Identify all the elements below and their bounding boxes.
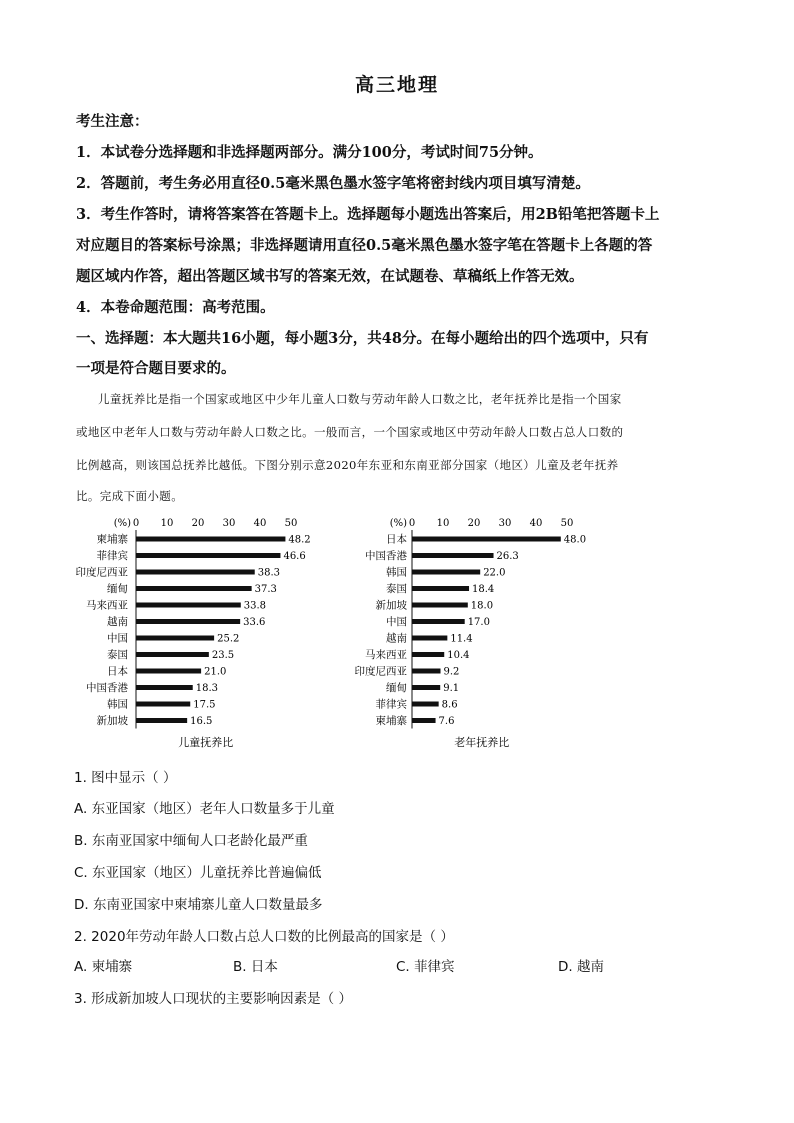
elderly-bar (412, 619, 465, 624)
child-data-label: 48.2 (288, 534, 311, 546)
child-category-label: 菲律宾 (96, 550, 128, 562)
question-1-option-b[interactable]: B. 东南亚国家中缅甸人口老龄化最严重 (74, 833, 308, 849)
child-bar (136, 652, 209, 657)
child-category-label: 印度尼西亚 (75, 566, 128, 579)
question-3-stem: 3. 形成新加坡人口现状的主要影响因素是（ ） (74, 991, 352, 1007)
elderly-bar (412, 537, 561, 542)
elderly-category-label: 韩国 (386, 566, 407, 579)
elderly-data-label: 7.6 (438, 716, 455, 727)
child-bar (136, 619, 240, 624)
page-title: 高三地理 (354, 74, 439, 96)
elderly-category-label: 新加坡 (375, 599, 407, 612)
question-2-stem: 2. 2020年劳动年龄人口数占总人口数的比例最高的国家是（ ） (74, 929, 454, 945)
child-xlabel: 儿童抚养比 (178, 736, 234, 749)
child-bar (136, 718, 187, 723)
child-bar (136, 669, 201, 674)
elderly-tick-label: 10 (436, 518, 450, 529)
child-bar (136, 603, 241, 608)
child-category-label: 越南 (107, 616, 128, 628)
elderly-data-label: 10.4 (447, 650, 470, 661)
section-heading-line-2: 一项是符合题目要求的。 (76, 360, 236, 377)
notice-item-4: 4．本卷命题范围：高考范围。 (76, 299, 275, 316)
elderly-tick-label: 50 (560, 518, 574, 529)
child-bar (136, 553, 280, 558)
child-category-label: 韩国 (107, 698, 128, 711)
question-1-option-d[interactable]: D. 东南亚国家中柬埔寨儿童人口数量最多 (74, 897, 323, 913)
elderly-data-label: 9.1 (443, 683, 460, 694)
question-2-option-c[interactable]: C. 菲律宾 (396, 959, 455, 975)
child-data-label: 23.5 (211, 650, 235, 661)
passage-line-4: 比。完成下面小题。 (76, 489, 184, 503)
elderly-data-label: 17.0 (467, 617, 490, 628)
question-1-stem: 1. 图中显示（ ） (74, 770, 177, 786)
notice-item-3: 3．考生作答时，请将答案答在答题卡上。选择题每小题选出答案后，用2B铅笔把答题卡上 (76, 206, 660, 223)
elderly-tick-label: 30 (498, 518, 512, 529)
child-dependency-chart (60, 510, 330, 752)
child-data-label: 25.2 (217, 633, 240, 645)
child-tick-label: 40 (253, 518, 267, 529)
child-tick-label: 10 (160, 518, 174, 529)
elderly-data-label: 18.4 (472, 584, 495, 595)
child-data-label: 38.3 (257, 567, 280, 579)
child-category-label: 新加坡 (96, 715, 128, 727)
question-2-option-a[interactable]: A. 柬埔寨 (74, 959, 133, 975)
passage-line-1: 儿童抚养比是指一个国家或地区中少年儿童人口数与劳动年龄人口数之比，老年抚养比是指一个国家 (98, 392, 622, 406)
child-data-label: 33.8 (243, 600, 267, 612)
child-category-label: 缅甸 (107, 583, 128, 595)
elderly-data-label: 26.3 (496, 551, 519, 562)
elderly-category-label: 菲律宾 (375, 698, 407, 711)
child-tick-label: 0 (132, 518, 140, 529)
child-data-label: 46.6 (283, 551, 306, 562)
elderly-bar (412, 603, 468, 608)
child-category-label: 马来西亚 (86, 599, 128, 612)
elderly-bar (412, 669, 441, 674)
elderly-xlabel: 老年抚养比 (454, 736, 510, 749)
elderly-bar (412, 718, 436, 723)
elderly-bar (412, 685, 440, 690)
child-category-label: 柬埔寨 (96, 533, 128, 546)
question-1-option-a[interactable]: A. 东亚国家（地区）老年人口数量多于儿童 (74, 801, 335, 817)
elderly-category-label: 马来西亚 (365, 649, 407, 661)
child-category-label: 中国 (107, 632, 128, 645)
elderly-category-label: 柬埔寨 (375, 715, 407, 727)
passage-line-2: 或地区中老年人口数与劳动年龄人口数之比。一般而言，一个国家或地区中劳动年龄人口数占总人口数的 (76, 425, 624, 439)
elderly-dependency-chart (345, 510, 605, 752)
elderly-category-label: 泰国 (386, 583, 407, 595)
child-data-label: 16.5 (190, 716, 213, 727)
elderly-data-label: 11.4 (450, 633, 473, 645)
question-2-option-b[interactable]: B. 日本 (233, 959, 278, 975)
elderly-bar (412, 553, 494, 558)
elderly-category-label: 日本 (386, 533, 407, 546)
child-bar (136, 570, 255, 575)
notice-item-3-cont-2: 题区域内作答，超出答题区域书写的答案无效，在试题卷、草稿纸上作答无效。 (76, 268, 584, 285)
elderly-data-label: 22.0 (483, 567, 506, 579)
elderly-category-label: 印度尼西亚 (354, 665, 407, 678)
notice-item-2: 2．答题前，考生务必用直径0.5毫米黑色墨水签字笔将密封线内项目填写清楚。 (76, 175, 590, 192)
elderly-tick-label: 20 (467, 518, 481, 529)
elderly-data-label: 9.2 (443, 666, 460, 678)
elderly-tick-label: 40 (529, 518, 543, 529)
child-category-label: 中国香港 (86, 682, 128, 694)
elderly-data-label: 8.6 (441, 699, 458, 711)
elderly-tick-label: 0 (408, 518, 416, 529)
section-heading-line-1: 一、选择题：本大题共16小题，每小题3分，共48分。在每小题给出的四个选项中，只有 (76, 330, 649, 347)
child-tick-label: 50 (284, 518, 298, 529)
question-1-option-c[interactable]: C. 东亚国家（地区）儿童抚养比普遍偏低 (74, 865, 322, 881)
elderly-unit-label: (%) (389, 518, 407, 529)
passage-line-3: 比例越高，则该国总抚养比越低。下图分别示意2020年东亚和东南亚部分国家（地区）儿童及老年抚养 (76, 458, 619, 472)
child-data-label: 18.3 (195, 683, 218, 694)
elderly-data-label: 48.0 (563, 534, 587, 546)
elderly-category-label: 缅甸 (386, 682, 407, 694)
child-tick-label: 20 (191, 518, 205, 529)
elderly-bar (412, 702, 439, 707)
child-category-label: 泰国 (107, 649, 128, 661)
elderly-bar (412, 652, 444, 657)
child-data-label: 37.3 (254, 584, 277, 595)
child-data-label: 33.6 (243, 617, 266, 628)
notice-heading: 考生注意： (76, 113, 149, 130)
child-category-label: 日本 (107, 665, 128, 678)
elderly-data-label: 18.0 (470, 600, 494, 612)
elderly-category-label: 越南 (386, 632, 407, 645)
elderly-category-label: 中国香港 (365, 550, 407, 562)
child-unit-label: (%) (113, 518, 131, 529)
elderly-category-label: 中国 (386, 616, 407, 628)
elderly-bar (412, 636, 447, 641)
elderly-bar (412, 570, 480, 575)
child-bar (136, 685, 193, 690)
child-data-label: 17.5 (193, 699, 216, 711)
child-data-label: 21.0 (204, 666, 227, 678)
notice-item-3-cont-1: 对应题目的答案标号涂黑；非选择题请用直径0.5毫米黑色墨水签字笔在答题卡上各题的答 (76, 237, 653, 254)
child-bar (136, 537, 285, 542)
child-tick-label: 30 (222, 518, 236, 529)
child-bar (136, 702, 190, 707)
notice-item-1: 1．本试卷分选择题和非选择题两部分。满分100分，考试时间75分钟。 (76, 144, 543, 161)
child-bar (136, 636, 214, 641)
child-bar (136, 586, 252, 591)
question-2-option-d[interactable]: D. 越南 (558, 959, 604, 975)
elderly-bar (412, 586, 469, 591)
